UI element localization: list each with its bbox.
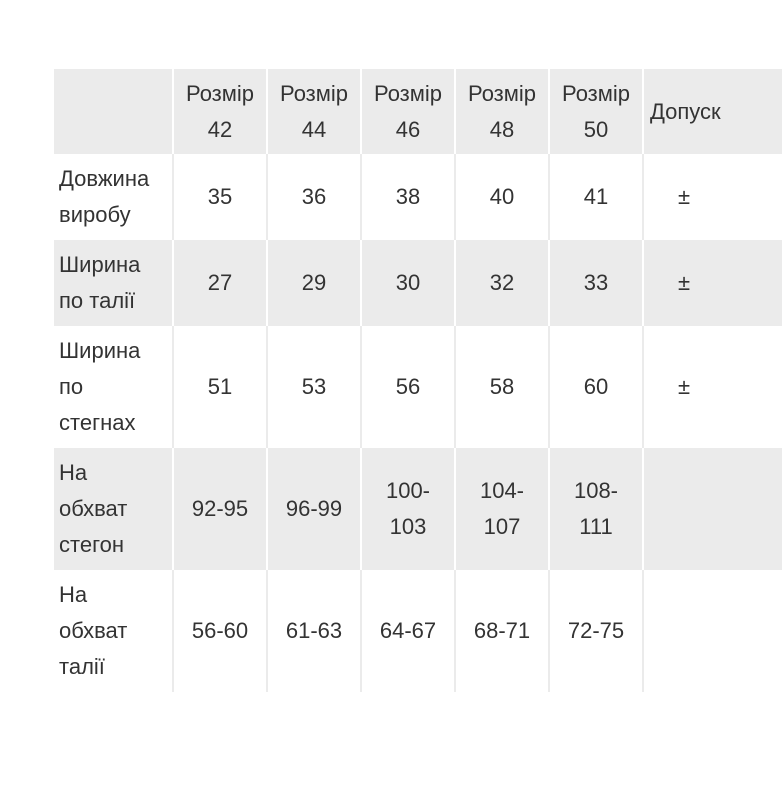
header-line: 44 bbox=[301, 116, 327, 142]
table-cell: 53 bbox=[266, 326, 360, 448]
header-size-46 bbox=[360, 69, 454, 154]
header-row bbox=[54, 69, 782, 154]
row-label: На обхват талії bbox=[54, 570, 172, 692]
table-cell: 35 bbox=[172, 154, 266, 240]
table-cell: 100- 103 bbox=[360, 448, 454, 570]
table-cell: 56-60 bbox=[172, 570, 266, 692]
row-label: Довжина виробу bbox=[54, 154, 172, 240]
table-row bbox=[54, 240, 782, 326]
row-label: Ширина по талії bbox=[54, 240, 172, 326]
table-cell bbox=[642, 448, 782, 570]
table-row bbox=[54, 448, 782, 570]
table-cell: 108- 111 bbox=[548, 448, 642, 570]
header-line: Розмір bbox=[561, 80, 631, 106]
table-cell: ± bbox=[642, 154, 782, 240]
header-line: Розмір bbox=[279, 80, 349, 106]
table-cell bbox=[642, 570, 782, 692]
header-size-42 bbox=[172, 69, 266, 154]
header-line: 48 bbox=[489, 116, 515, 142]
header-size-44 bbox=[266, 69, 360, 154]
size-chart-table bbox=[54, 69, 782, 692]
header-line: 42 bbox=[207, 116, 233, 142]
header-line: Розмір bbox=[467, 80, 537, 106]
table-cell: 33 bbox=[548, 240, 642, 326]
header-line: 46 bbox=[395, 116, 421, 142]
row-label: На обхват стегон bbox=[54, 448, 172, 570]
table-row bbox=[54, 570, 782, 692]
table-cell: 51 bbox=[172, 326, 266, 448]
table-cell: 64-67 bbox=[360, 570, 454, 692]
table-cell: 36 bbox=[266, 154, 360, 240]
table-cell: 72-75 bbox=[548, 570, 642, 692]
table-cell: 96-99 bbox=[266, 448, 360, 570]
table-cell: 58 bbox=[454, 326, 548, 448]
table-cell: 27 bbox=[172, 240, 266, 326]
table-cell: 104- 107 bbox=[454, 448, 548, 570]
header-size-50 bbox=[548, 69, 642, 154]
table-cell: 61-63 bbox=[266, 570, 360, 692]
header-line: Розмір bbox=[185, 80, 255, 106]
table-cell: 41 bbox=[548, 154, 642, 240]
header-tolerance bbox=[642, 69, 782, 154]
table-cell: 30 bbox=[360, 240, 454, 326]
table-cell: 56 bbox=[360, 326, 454, 448]
table-row bbox=[54, 154, 782, 240]
header-line: 50 bbox=[583, 116, 609, 142]
row-label: Ширина по стегнах bbox=[54, 326, 172, 448]
table-cell: 60 bbox=[548, 326, 642, 448]
header-line: Допуск bbox=[650, 98, 721, 124]
table-cell: 29 bbox=[266, 240, 360, 326]
table-row bbox=[54, 326, 782, 448]
header-line: Розмір bbox=[373, 80, 443, 106]
table-cell: ± bbox=[642, 240, 782, 326]
table-cell: ± bbox=[642, 326, 782, 448]
table-cell: 38 bbox=[360, 154, 454, 240]
table-cell: 40 bbox=[454, 154, 548, 240]
size-chart-viewport[interactable] bbox=[54, 69, 721, 692]
header-size-48 bbox=[454, 69, 548, 154]
table-cell: 32 bbox=[454, 240, 548, 326]
header-corner-cell bbox=[54, 69, 172, 154]
table-cell: 68-71 bbox=[454, 570, 548, 692]
table-cell: 92-95 bbox=[172, 448, 266, 570]
